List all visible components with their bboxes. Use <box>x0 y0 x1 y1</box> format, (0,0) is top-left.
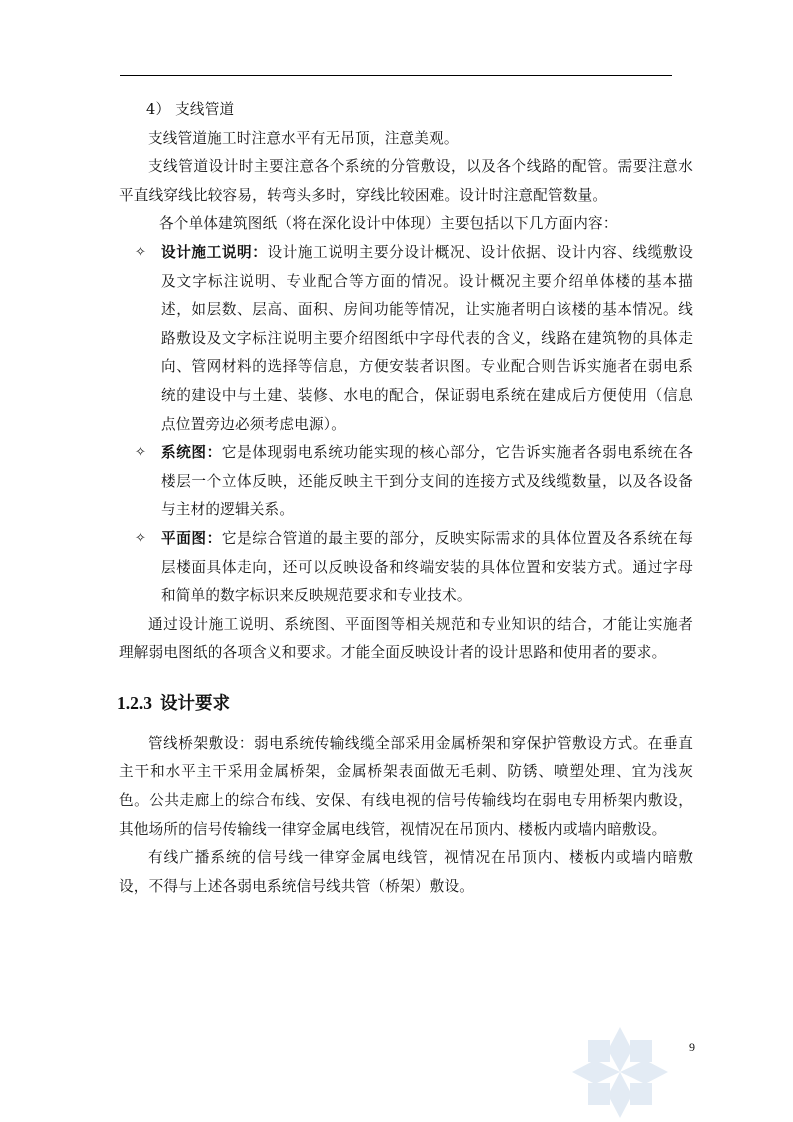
bullet-term: 设计施工说明： <box>161 243 268 261</box>
bullet-term: 平面图： <box>161 529 222 547</box>
bullet-term: 系统图： <box>161 444 222 462</box>
diamond-bullet-icon: ✧ <box>135 530 147 546</box>
paragraph: 各个单体建筑图纸（将在深化设计中体现）主要包括以下几方面内容： <box>159 215 618 233</box>
bullet-item-floor-plan <box>119 525 693 611</box>
bullet-text: 设计施工说明主要分设计概况、设计依据、设计内容、线缆敷设及文字标注说明、专业配合等方面的情况。设计概况主要介绍单体楼的基本描述，如层数、层高、面积、房间功能等情况，让实施者明白该楼的基本情况。线路敷设及文字标注说明主要介绍图纸中字母代表的含义，线路在建筑物的具体走向、管网材料的选择等信息，方便安装者识图。专业配合则告诉实施者在弱电系统的建设中与土建、装修、水电的配合，保证弱电系统在建成后方便使用（信息点位置旁边必须考虑电源）。 <box>161 243 693 433</box>
paragraph: 有线广播系统的信号线一律穿金属电线管，视情况在吊顶内、楼板内或墙内暗敷设，不得与上述各弱电系统信号线共管（桥架）敷设。 <box>119 849 693 895</box>
diamond-bullet-icon: ✧ <box>135 244 147 260</box>
item-title: 支线管道 <box>175 101 235 118</box>
page-body <box>119 96 693 901</box>
section-number: 1.2.3 <box>117 692 152 713</box>
section-heading <box>117 690 693 716</box>
bullet-item-design-notes <box>119 239 693 439</box>
bullet-text: 它是体现弱电系统功能实现的核心部分，它告诉实施者各弱电系统在各楼层一个立体反映，还能反映主干到分支间的连接方式及线缆数量，以及各设备与主材的逻辑关系。 <box>161 444 694 519</box>
watermark-emblem-icon <box>570 1025 670 1120</box>
page-number: 9 <box>689 1040 695 1054</box>
paragraph: 支线管道施工时注意水平有无吊顶，注意美观。 <box>148 129 459 147</box>
section-title: 设计要求 <box>160 692 230 713</box>
bullet-item-system-diagram <box>119 439 693 525</box>
diamond-bullet-icon: ✧ <box>135 445 147 461</box>
paragraph: 管线桥架敷设：弱电系统传输线缆全部采用金属桥架和穿保护管敷设方式。在垂直主干和水平主干采用金属桥架，金属桥架表面做无毛刺、防锈、喷塑处理、宜为浅灰色。公共走廊上的综合布线、安保、有线电视的信号传输线均在弱电专用桥架内敷设，其他场所的信号传输线一律穿金属电线管，视情况在吊顶内、楼板内或墙内暗敷设。 <box>119 734 693 838</box>
summary-paragraph: 通过设计施工说明、系统图、平面图等相关规范和专业知识的结合，才能让实施者理解弱电图纸的各项含义和要求。才能全面反映设计者的设计思路和使用者的要求。 <box>119 615 693 662</box>
paragraph: 支线管道设计时主要注意各个系统的分管敷设，以及各个线路的配管。需要注意水平直线穿线比较容易，转弯头多时，穿线比较困难。设计时注意配管数量。 <box>119 158 693 204</box>
subsection-item-4 <box>119 96 693 125</box>
item-number: 4） <box>146 101 171 118</box>
header-rule <box>120 75 672 76</box>
bullet-text: 它是综合管道的最主要的部分，反映实际需求的具体位置及各系统在每层楼面具体走向，还可以反映设备和终端安装的具体位置和安装方式。通过字母和简单的数字标识来反映规范要求和专业技术。 <box>161 529 694 605</box>
